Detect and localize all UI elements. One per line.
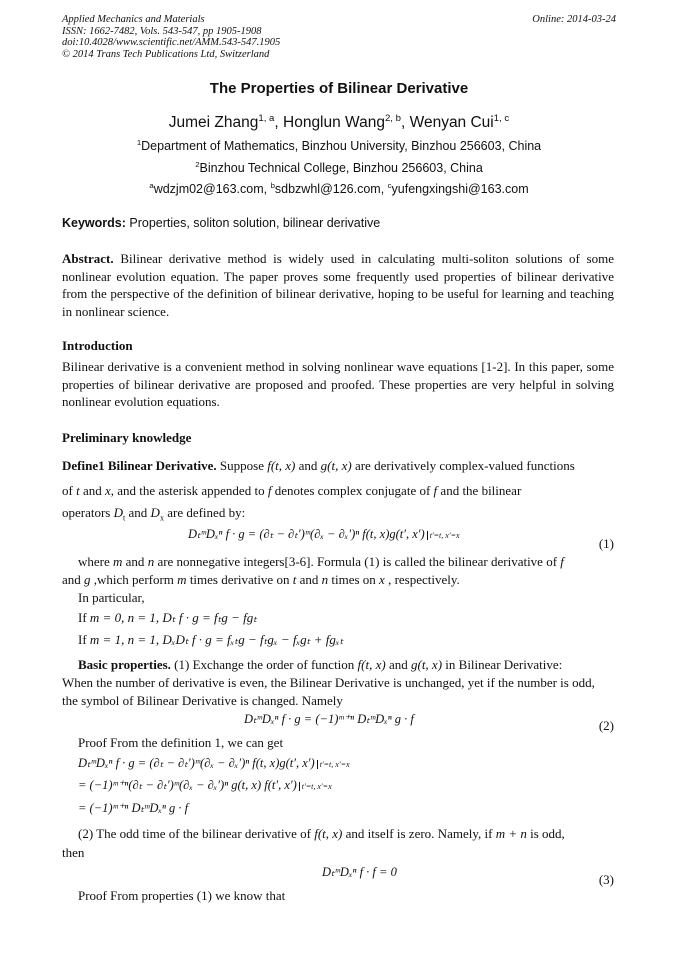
equation-3-number: (3): [598, 872, 614, 887]
keywords: [62, 216, 616, 230]
definition-line-1: [62, 458, 575, 474]
basic-props-line-2: When the number of derivative is even, the Bilinear Derivative is unchanged, yet if the number is odd,: [62, 675, 595, 690]
text: and: [385, 657, 411, 672]
f-tx: f(t, x): [314, 826, 343, 841]
in-particular: In particular,: [78, 590, 145, 605]
author-1-sup: 1, a: [258, 112, 275, 124]
abstract-text: Bilinear derivative method is widely used in calculating multi-soliton solutions of some nonlinear evolution equation. The paper proves some frequently used properties of bilinear derivative from the perspective of the definition of bilinear derivative, hoping to be useful for learning and teaching in nonlinear science.: [62, 251, 614, 319]
author-3-sup: 1, c: [493, 112, 510, 124]
email-3: yufengxingshi@163.com: [391, 182, 529, 196]
proof-1-line-2-body: = (−1)ᵐ⁺ⁿ(∂ₜ − ∂ₜ′)ᵐ(∂ₓ − ∂ₓ′)ⁿ g(t, x) f(t′, x′): [78, 778, 297, 792]
text: operators: [62, 505, 114, 520]
and-line: [62, 572, 460, 588]
property-2-line-1: [78, 826, 565, 842]
aff2-text: Binzhou Technical College, Binzhou 256603, China: [199, 161, 483, 175]
var-f: f: [433, 483, 438, 498]
equation-1-number: (1): [598, 536, 614, 551]
text: and: [125, 505, 151, 520]
text: and: [122, 554, 148, 569]
text: Suppose: [216, 458, 268, 473]
var-n: n: [321, 572, 329, 587]
g-tx: g(t, x): [320, 458, 352, 473]
affiliation-1: [0, 139, 678, 153]
var-f: f: [267, 483, 272, 498]
text: and the bilinear: [437, 483, 522, 498]
case-1-equation: Dₜ f · g = fₜg − fgₜ: [162, 610, 258, 625]
text: are defined by:: [163, 505, 246, 520]
intro-heading: Introduction: [62, 338, 133, 353]
case-2: [78, 632, 343, 648]
email-2: sdbzwhl@126.com,: [274, 182, 388, 196]
where-line: [78, 554, 564, 570]
proof-1-line-2: [78, 777, 332, 793]
journal-header: [62, 14, 616, 60]
text: and: [295, 458, 321, 473]
journal-name: Applied Mechanics and Materials: [62, 14, 205, 25]
var-f: f: [560, 554, 564, 569]
copyright: © 2014 Trans Tech Publications Ltd, Switzerland: [62, 48, 270, 60]
proof-1-line-1: [78, 755, 350, 771]
op-dx-sub: x: [159, 513, 164, 523]
text: in Bilinear Derivative:: [442, 657, 563, 672]
text: (1) Exchange the order of function: [170, 657, 358, 672]
var-m: m: [113, 554, 123, 569]
var-m: m: [177, 572, 187, 587]
case-2-equation: DₓDₜ f · g = fₓₜg − fₜgₓ − fₓgₜ + fgₓₜ: [162, 632, 344, 647]
text: are nonnegative integers[3-6]. Formula (1) is called the bilinear derivative of: [154, 554, 561, 569]
definition-label: Define1 Bilinear Derivative.: [62, 458, 217, 473]
definition-line-3: [62, 505, 245, 521]
proof-1-line-1-body: DₜᵐDₓⁿ f · g = (∂ₜ − ∂ₜ′)ᵐ(∂ₓ − ∂ₓ′)ⁿ f(t, x)g(t′, x′): [78, 756, 315, 770]
paper-title: The Properties of Bilinear Derivative: [209, 80, 469, 97]
doi: doi:10.4028/www.scientific.net/AMM.543-547.1905: [62, 37, 281, 48]
author-2-sup: 2, b: [384, 112, 401, 124]
text: times on: [328, 572, 380, 587]
m-plus-n: m + n: [495, 826, 527, 841]
proof-1-line-2-eval: t′=t, x′=x: [301, 782, 332, 791]
keywords-text: Properties, soliton solution, bilinear derivative: [125, 216, 381, 230]
proof-1-intro: Proof From the definition 1, we can get: [78, 735, 284, 750]
author-3: , Wenyan Cui: [400, 114, 494, 131]
issn: ISSN: 1662-7482, Vols. 543-547, pp 1905-1908: [62, 25, 262, 37]
text: If: [78, 632, 90, 647]
keywords-label: Keywords:: [62, 216, 126, 230]
basic-props-line-3: the symbol of Bilinear Derivative is changed. Namely: [62, 693, 343, 708]
basic-props-label: Basic properties.: [78, 657, 171, 672]
text: , and the asterisk appended to: [110, 483, 268, 498]
var-g: g: [84, 572, 91, 587]
eval-bar: [427, 531, 460, 540]
equation-1: [188, 526, 460, 542]
text: where: [78, 554, 114, 569]
f-tx: f(t, x): [267, 458, 296, 473]
intro-text: Bilinear derivative is a convenient method in solving nonlinear wave equations [1-2]. In this paper, some properties of bilinear derivative are proposed and proofed. These properties are very helpful in solving nonlinear evolution equations.: [62, 359, 614, 409]
email-line: [0, 182, 678, 196]
basic-props-line-1: [78, 657, 562, 673]
abstract-label: Abstract.: [62, 251, 114, 266]
var-t: t: [292, 572, 297, 587]
case-1: [78, 610, 257, 626]
text: times derivative on: [186, 572, 293, 587]
var-n: n: [147, 554, 155, 569]
text: If: [78, 610, 90, 625]
case-2-condition: m = 1, n = 1: [89, 632, 156, 647]
author-2: , Honglun Wang: [274, 114, 385, 131]
email-b-sup: b: [270, 180, 275, 190]
text: is odd,: [526, 826, 565, 841]
eval-bar: [317, 760, 350, 769]
g-tx: g(t, x): [410, 657, 443, 672]
equation-3: DₜᵐDₓⁿ f · f = 0: [322, 865, 397, 879]
text: are derivatively complex-valued functions: [351, 458, 575, 473]
comma: ,: [155, 632, 163, 647]
text: of: [62, 483, 77, 498]
text: , respectively.: [384, 572, 460, 587]
proof-2-intro: Proof From properties (1) we know that: [78, 888, 286, 903]
aff1-sup: 1: [136, 137, 142, 147]
equation-1-eval: t′=t, x′=x: [429, 531, 460, 540]
proof-1-line-1-eval: t′=t, x′=x: [319, 760, 350, 769]
equation-2: DₜᵐDₓⁿ f · g = (−1)ᵐ⁺ⁿ DₜᵐDₓⁿ g · f: [244, 712, 414, 726]
var-x: x: [379, 572, 385, 587]
email-1: wdzjm02@163.com,: [153, 182, 271, 196]
text: (2) The odd time of the bilinear derivative of: [78, 826, 315, 841]
abstract: [62, 250, 614, 320]
aff1-text: Department of Mathematics, Binzhou University, Binzhou 256603, China: [141, 139, 542, 153]
text: and: [296, 572, 322, 587]
equation-2-number: (2): [598, 718, 614, 733]
definition-line-2: [62, 483, 521, 499]
text: and itself is zero. Namely, if: [342, 826, 496, 841]
email-a-sup: a: [149, 180, 154, 190]
text: ,which perform: [90, 572, 178, 587]
op-dt-sub: t: [123, 513, 126, 523]
prelim-heading: Preliminary knowledge: [62, 430, 192, 445]
var-t: t: [76, 483, 80, 498]
eval-bar: [299, 782, 332, 791]
property-2-then: then: [62, 845, 85, 860]
case-1-condition: m = 0, n = 1: [89, 610, 156, 625]
f-tx: f(t, x): [357, 657, 386, 672]
text: and: [79, 483, 105, 498]
affiliation-2: [0, 161, 678, 175]
equation-1-body: DₜᵐDₓⁿ f · g = (∂ₜ − ∂ₜ′)ᵐ(∂ₓ − ∂ₓ′)ⁿ f(t, x)g(t′, x′): [188, 527, 425, 541]
comma: ,: [155, 610, 163, 625]
text: denotes complex conjugate of: [271, 483, 434, 498]
author-1: Jumei Zhang: [168, 114, 259, 131]
author-list: [0, 114, 678, 132]
proof-1-line-3: = (−1)ᵐ⁺ⁿ DₜᵐDₓⁿ g · f: [78, 801, 189, 815]
online-date: Online: 2014-03-24: [532, 14, 616, 25]
var-x: x: [105, 483, 111, 498]
aff2-sup: 2: [195, 159, 200, 169]
op-dt: D: [113, 505, 124, 520]
email-c-sup: c: [387, 180, 392, 190]
text: and: [62, 572, 85, 587]
op-dx: D: [150, 505, 160, 520]
